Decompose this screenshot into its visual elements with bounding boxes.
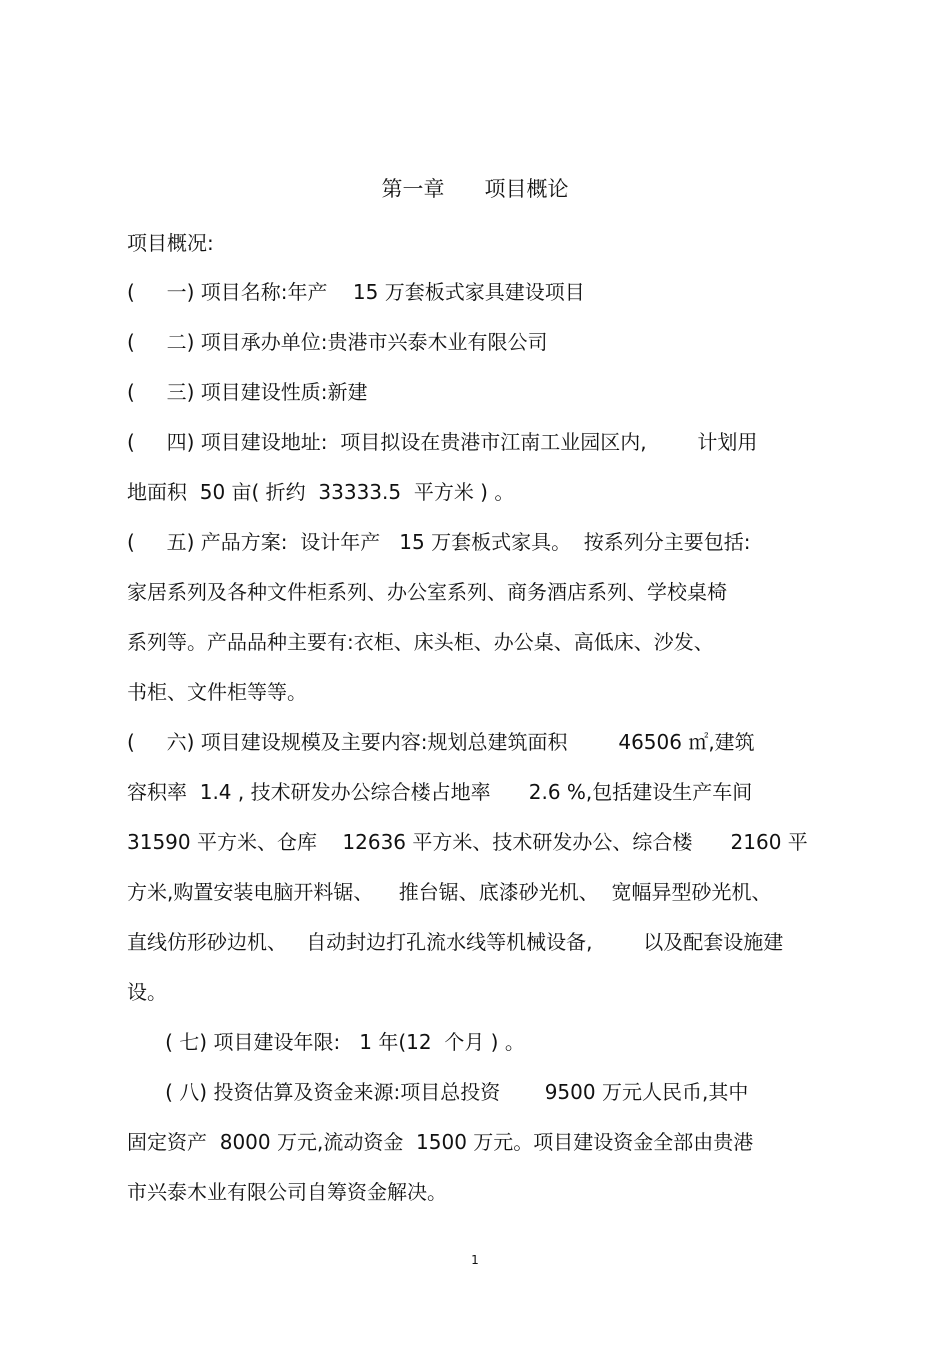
overview-heading: 项目概况: (127, 231, 214, 255)
paragraph-line: ( 五) 产品方案: 设计年产 15 万套板式家具。 按系列分主要包括: (127, 530, 751, 554)
paragraph-line: 系列等。产品品种主要有:衣柜、床头柜、办公桌、高低床、沙发、 (127, 630, 714, 654)
paragraph-line: 家居系列及各种文件柜系列、办公室系列、商务酒店系列、学校桌椅 (127, 580, 727, 604)
paragraph-line: 地面积 50 亩( 折约 33333.5 平方米 ) 。 (127, 480, 515, 504)
paragraph-line: ( 八) 投资估算及资金来源:项目总投资 9500 万元人民币,其中 (127, 1080, 749, 1104)
paragraph-line: 市兴泰木业有限公司自筹资金解决。 (127, 1180, 447, 1204)
paragraph-line: 容积率 1.4 , 技术研发办公综合楼占地率 2.6 %,包括建设生产车间 (127, 780, 753, 804)
paragraph-line: ( 三) 项目建设性质:新建 (127, 380, 368, 404)
paragraph-line: ( 七) 项目建设年限: 1 年(12 个月 ) 。 (127, 1030, 525, 1054)
paragraph-line: ( 六) 项目建设规模及主要内容:规划总建筑面积 46506 ㎡,建筑 (127, 730, 755, 754)
paragraph-line: 方米,购置安装电脑开料锯、 推台锯、底漆砂光机、 宽幅异型砂光机、 (127, 880, 772, 904)
chapter-title: 第一章 项目概论 (381, 177, 569, 201)
paragraph-line: 书柜、文件柜等等。 (127, 680, 307, 704)
paragraph-line: ( 一) 项目名称:年产 15 万套板式家具建设项目 (127, 280, 585, 304)
paragraph-line: 设。 (127, 980, 167, 1004)
paragraph-line: 固定资产 8000 万元,流动资金 1500 万元。项目建设资金全部由贵港 (127, 1130, 754, 1154)
paragraph-line: ( 四) 项目建设地址: 项目拟设在贵港市江南工业园区内, 计划用 (127, 430, 758, 454)
paragraph-line: 直线仿形砂边机、 自动封边打孔流水线等机械设备, 以及配套设施建 (127, 930, 784, 954)
paragraph-line: ( 二) 项目承办单位:贵港市兴泰木业有限公司 (127, 330, 548, 354)
page-number: 1 (471, 1253, 479, 1267)
paragraph-line: 31590 平方米、仓库 12636 平方米、技术研发办公、综合楼 2160 平 (127, 830, 808, 854)
